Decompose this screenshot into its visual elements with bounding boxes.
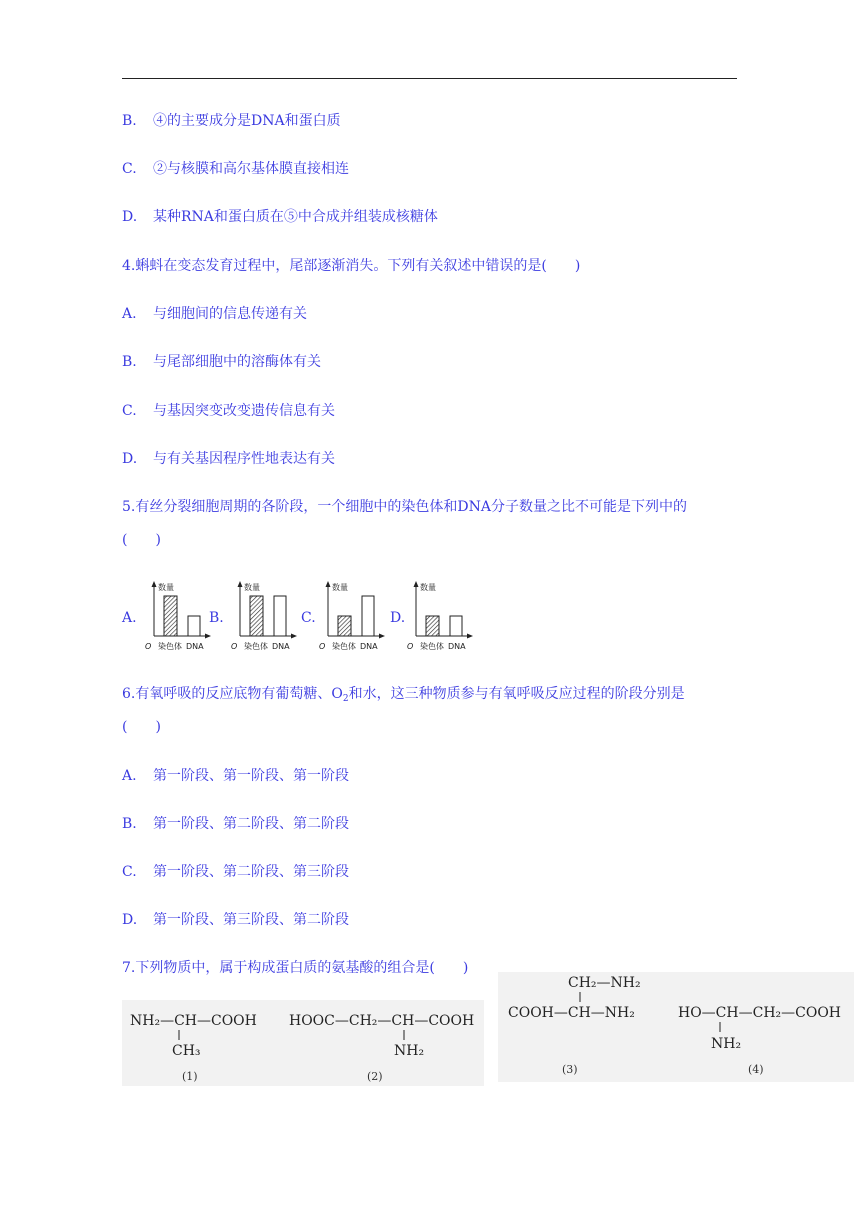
origin-label: O xyxy=(319,642,326,651)
bar-graph-svg xyxy=(316,578,388,652)
structure-2-formula: HOOC—CH₂—CH—COOH xyxy=(289,1013,475,1029)
option-label: D. xyxy=(122,912,138,928)
structure-1-formula: NH₂—CH—COOH xyxy=(130,1013,257,1029)
structure-2-branch: NH₂ xyxy=(394,1043,425,1059)
option-text: 第一阶段、第二阶段、第二阶段 xyxy=(153,816,349,832)
option-label: C. xyxy=(122,864,137,880)
option-label: D. xyxy=(122,209,138,225)
structure-2-label: (2) xyxy=(367,1070,383,1083)
q5-option-c-label: C. xyxy=(301,610,316,626)
structure-panel-svg xyxy=(122,1000,484,1086)
chromosome-label: 染色体 xyxy=(158,642,182,651)
dna-bar xyxy=(274,596,286,636)
chromosome-label: 染色体 xyxy=(420,642,444,651)
bar-graph-svg xyxy=(228,578,300,652)
structure-4-label: (4) xyxy=(748,1063,764,1076)
option-label: B. xyxy=(122,113,137,129)
origin-label: O xyxy=(231,642,238,651)
y-axis-label: 数量 xyxy=(332,583,348,592)
x-axis-arrow-icon xyxy=(205,634,211,639)
structure-1-label: (1) xyxy=(182,1070,198,1083)
q6-option-d xyxy=(122,911,349,929)
q6-option-a xyxy=(122,767,349,785)
option-text: 某种RNA和蛋白质在⑤中合成并组装成核糖体 xyxy=(153,209,438,225)
dna-label: DNA xyxy=(360,642,378,651)
q3-option-b xyxy=(122,112,341,130)
chromosome-bar xyxy=(338,616,351,636)
structure-3-formula: COOH—CH—NH₂ xyxy=(508,1005,635,1021)
option-text: 与有关基因程序性地表达有关 xyxy=(153,451,335,467)
x-axis-arrow-icon xyxy=(467,634,473,639)
structure-3-top: CH₂—NH₂ xyxy=(568,975,641,991)
q7-stem: 7.下列物质中，属于构成蛋白质的氨基酸的组合是( ) xyxy=(122,960,469,976)
q6-stem-pre: 6.有氧呼吸的反应底物有葡萄糖、O xyxy=(122,686,343,702)
y-axis-label: 数量 xyxy=(244,583,260,592)
bar-graph-svg xyxy=(142,578,214,652)
option-label: A. xyxy=(122,306,137,322)
x-axis-arrow-icon xyxy=(291,634,297,639)
chromosome-label: 染色体 xyxy=(332,642,356,651)
q5-graph-c xyxy=(316,578,388,652)
q5-stem-continued: ( ) xyxy=(122,532,161,548)
option-label: D. xyxy=(122,451,138,467)
chromosome-bar xyxy=(426,616,439,636)
q6-option-c xyxy=(122,863,349,881)
q6-option-b xyxy=(122,815,349,833)
q6-stem-post: 和水，这三种物质参与有氧呼吸反应过程的阶段分别是 xyxy=(348,686,685,702)
option-text: ④的主要成分是DNA和蛋白质 xyxy=(153,113,341,129)
q4-option-b xyxy=(122,353,321,371)
option-text: 第一阶段、第三阶段、第二阶段 xyxy=(153,912,349,928)
option-text: ②与核膜和高尔基体膜直接相连 xyxy=(153,161,349,177)
q4-option-c xyxy=(122,402,335,420)
q6-stem xyxy=(122,685,685,708)
dna-bar xyxy=(450,616,462,636)
y-axis-arrow-icon xyxy=(238,581,243,587)
q5-stem: 5.有丝分裂细胞周期的各阶段，一个细胞中的染色体和DNA分子数量之比不可能是下列中的 xyxy=(122,499,687,515)
y-axis-arrow-icon xyxy=(326,581,331,587)
y-axis-label: 数量 xyxy=(158,583,174,592)
x-axis-arrow-icon xyxy=(379,634,385,639)
q5-graph-a xyxy=(142,578,214,652)
q6-stem-continued: ( ) xyxy=(122,719,161,735)
structure-panel-svg xyxy=(498,972,854,1082)
q5-graph-b xyxy=(228,578,300,652)
q7-structures-3-4 xyxy=(498,972,854,1082)
bar-graph-svg xyxy=(404,578,476,652)
option-text: 与细胞间的信息传递有关 xyxy=(153,306,307,322)
option-label: C. xyxy=(122,403,137,419)
q4-option-a xyxy=(122,305,307,323)
dna-label: DNA xyxy=(448,642,466,651)
y-axis-arrow-icon xyxy=(152,581,157,587)
q5-option-d-label: D. xyxy=(390,610,406,626)
option-label: A. xyxy=(122,768,137,784)
option-text: 第一阶段、第二阶段、第三阶段 xyxy=(153,864,349,880)
origin-label: O xyxy=(145,642,152,651)
structure-3-label: (3) xyxy=(562,1063,578,1076)
q4-stem: 4.蝌蚪在变态发育过程中，尾部逐渐消失。下列有关叙述中错误的是( ) xyxy=(122,258,581,274)
q5-option-a-label: A. xyxy=(122,610,137,626)
chromosome-label: 染色体 xyxy=(244,642,268,651)
y-axis-arrow-icon xyxy=(414,581,419,587)
q3-option-d xyxy=(122,208,438,226)
chromosome-bar xyxy=(250,596,263,636)
structure-4-formula: HO—CH—CH₂—COOH xyxy=(678,1005,842,1021)
q5-option-b-label: B. xyxy=(209,610,224,626)
chromosome-bar xyxy=(164,596,177,636)
origin-label: O xyxy=(407,642,414,651)
option-label: B. xyxy=(122,816,137,832)
option-label: C. xyxy=(122,161,137,177)
option-text: 第一阶段、第一阶段、第一阶段 xyxy=(153,768,349,784)
dna-label: DNA xyxy=(186,642,204,651)
structure-1-branch: CH₃ xyxy=(172,1043,201,1059)
q6-stem-subscript: 2 xyxy=(342,694,349,704)
q5-graph-d xyxy=(404,578,476,652)
dna-bar xyxy=(188,616,200,636)
option-text: 与基因突变改变遗传信息有关 xyxy=(153,403,335,419)
option-text: 与尾部细胞中的溶酶体有关 xyxy=(153,354,321,370)
option-label: B. xyxy=(122,354,137,370)
q7-structures-1-2 xyxy=(122,1000,484,1086)
q3-option-c xyxy=(122,160,349,178)
dna-label: DNA xyxy=(272,642,290,651)
header-rule xyxy=(122,78,737,79)
structure-4-branch: NH₂ xyxy=(711,1036,742,1052)
q4-option-d xyxy=(122,450,335,468)
dna-bar xyxy=(362,596,374,636)
y-axis-label: 数量 xyxy=(420,583,436,592)
